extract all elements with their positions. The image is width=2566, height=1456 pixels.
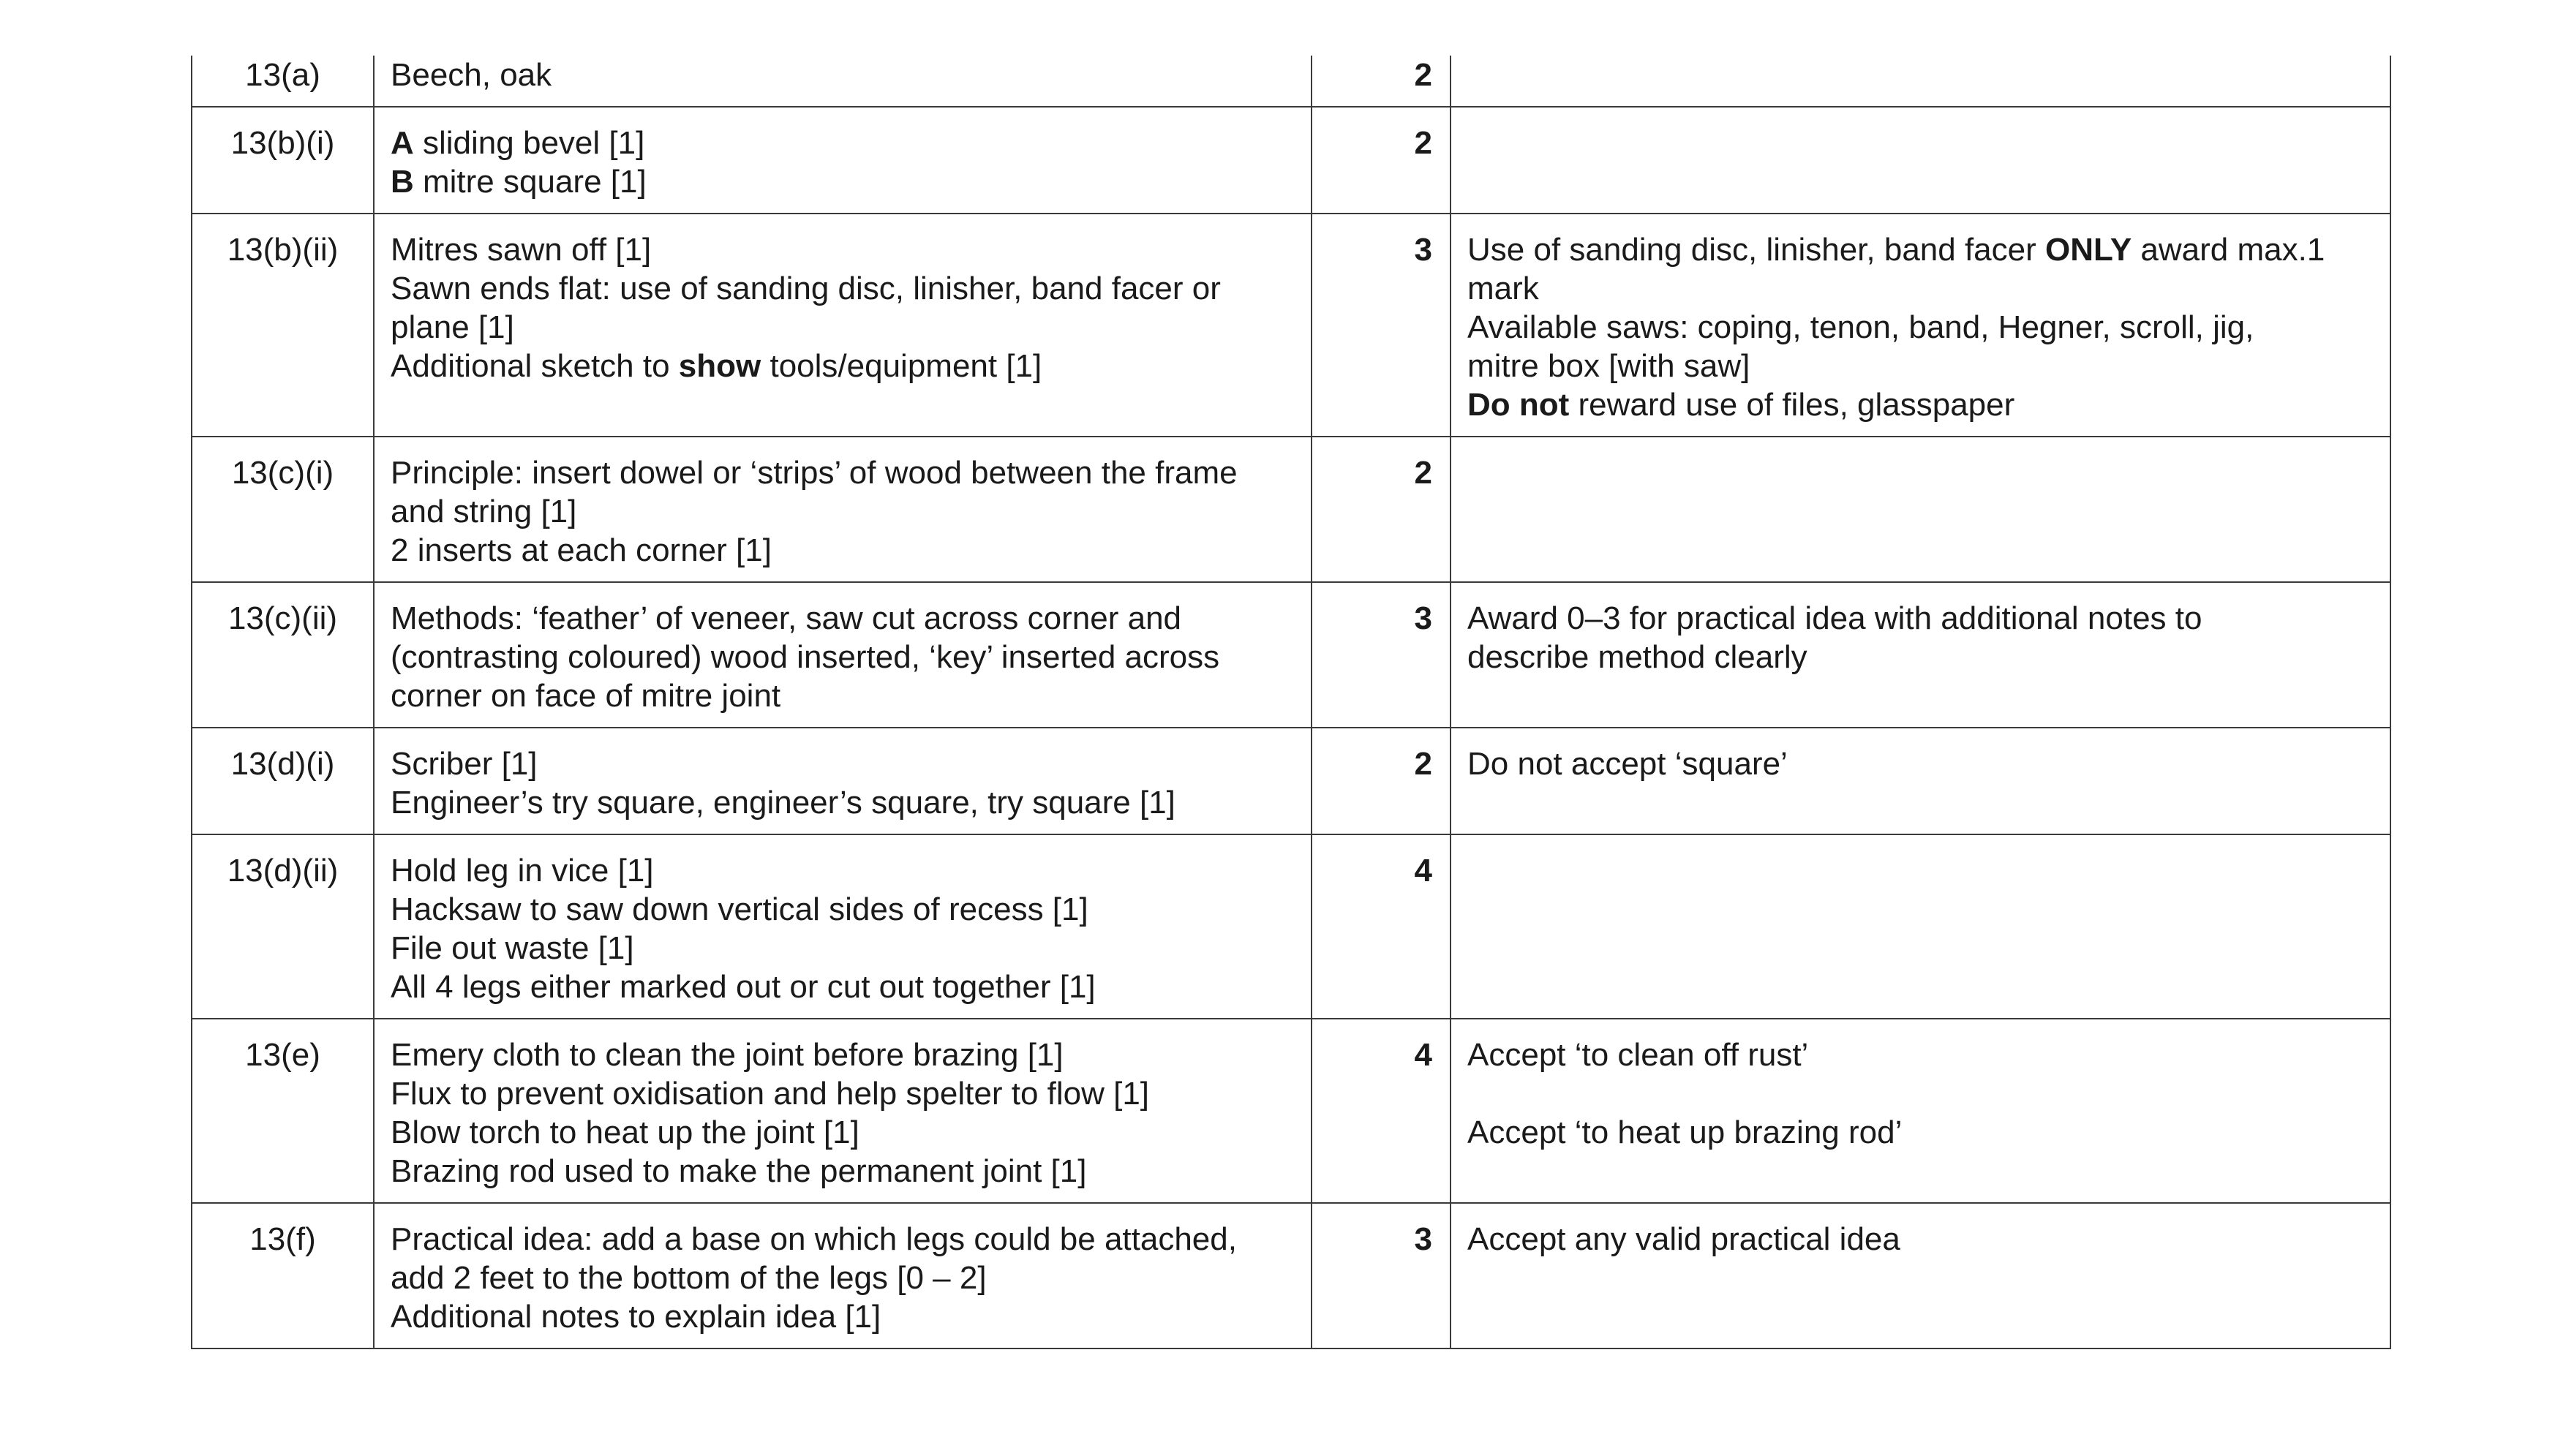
text-line [391, 492, 1295, 531]
text-line [391, 744, 1295, 783]
text-line [1467, 599, 2374, 638]
text-line [391, 967, 1295, 1006]
text-run: Practical idea: add a base on which legs could be attached, [391, 1221, 1237, 1257]
question-number-cell: 13(b)(ii) [192, 214, 374, 437]
answer-cell [374, 834, 1312, 1019]
text-run: Accept ‘to clean off rust’ [1467, 1037, 1809, 1073]
text-run: (contrasting coloured) wood inserted, ‘key’ inserted across [391, 639, 1220, 675]
text-run: Award 0–3 for practical idea with additional notes to [1467, 600, 2202, 636]
text-line [1467, 385, 2374, 424]
text-line [391, 1036, 1295, 1074]
text-line [391, 124, 1295, 162]
bold-emphasis: A [391, 125, 414, 161]
text-run: Blow torch to heat up the joint [1] [391, 1114, 859, 1150]
table-row [192, 834, 2390, 1019]
text-line [1467, 638, 2374, 676]
text-run: Beech, oak [391, 57, 552, 93]
text-line [1467, 1036, 2374, 1074]
table-row [192, 728, 2390, 834]
question-number-cell: 13(d)(ii) [192, 834, 374, 1019]
text-line [391, 269, 1295, 308]
question-number-cell: 13(c)(ii) [192, 582, 374, 728]
text-run: mark [1467, 271, 1539, 306]
text-run: Methods: ‘feather’ of veneer, saw cut across corner and [391, 600, 1182, 636]
guidance-cell [1451, 437, 2390, 582]
text-run: Engineer’s try square, engineer’s square, try square [1] [391, 785, 1175, 821]
marks-cell: 2 [1312, 107, 1451, 214]
mark-scheme-body [192, 56, 2390, 1349]
answer-cell [374, 582, 1312, 728]
text-run: 2 inserts at each corner [1] [391, 532, 772, 568]
text-run: Available saws: coping, tenon, band, Hegner, scroll, jig, [1467, 309, 2254, 345]
table-row [192, 107, 2390, 214]
text-run: award max.1 [2132, 232, 2325, 268]
marks-cell: 3 [1312, 582, 1451, 728]
bold-emphasis: B [391, 164, 414, 200]
question-number-cell: 13(f) [192, 1203, 374, 1349]
text-run: Mitres sawn off [1] [391, 232, 652, 268]
text-line [391, 783, 1295, 822]
text-run: All 4 legs either marked out or cut out together [1] [391, 969, 1096, 1005]
text-line [391, 599, 1295, 638]
text-line [391, 1113, 1295, 1152]
marks-cell: 3 [1312, 214, 1451, 437]
text-run: Hacksaw to saw down vertical sides of recess [1] [391, 891, 1088, 927]
guidance-cell [1451, 728, 2390, 834]
table-row [192, 582, 2390, 728]
answer-cell [374, 56, 1312, 107]
guidance-cell [1451, 834, 2390, 1019]
text-run: Scriber [1] [391, 746, 538, 782]
text-run: reward use of files, glasspaper [1569, 387, 2015, 423]
text-line [1467, 269, 2374, 308]
guidance-cell [1451, 582, 2390, 728]
text-line [1467, 230, 2374, 269]
table-row [192, 214, 2390, 437]
question-number-cell: 13(c)(i) [192, 437, 374, 582]
question-number-cell: 13(a) [192, 56, 374, 107]
text-run: File out waste [1] [391, 930, 634, 966]
marks-cell: 3 [1312, 1203, 1451, 1349]
guidance-cell [1451, 1019, 2390, 1203]
text-line [391, 1074, 1295, 1113]
text-run: Hold leg in vice [1] [391, 853, 654, 889]
text-line [391, 676, 1295, 715]
text-run: mitre box [with saw] [1467, 348, 1750, 384]
text-line [391, 851, 1295, 890]
text-run: and string [1] [391, 494, 577, 529]
text-line [391, 56, 1295, 94]
text-line [391, 890, 1295, 929]
text-run: sliding bevel [1] [413, 125, 645, 161]
marks-cell: 4 [1312, 834, 1451, 1019]
text-run: Sawn ends flat: use of sanding disc, linisher, band facer or [391, 271, 1221, 306]
text-line [391, 638, 1295, 676]
text-run: plane [1] [391, 309, 514, 345]
answer-cell [374, 107, 1312, 214]
answer-cell [374, 437, 1312, 582]
bold-emphasis: ONLY [2045, 232, 2132, 268]
text-run: Do not accept ‘square’ [1467, 746, 1788, 782]
text-line [1467, 347, 2374, 385]
text-run: Emery cloth to clean the joint before brazing [1] [391, 1037, 1064, 1073]
guidance-cell [1451, 56, 2390, 107]
question-number-cell: 13(e) [192, 1019, 374, 1203]
table-row [192, 1203, 2390, 1349]
text-run: Additional sketch to [391, 348, 679, 384]
marks-cell: 2 [1312, 56, 1451, 107]
mark-scheme-table [191, 56, 2391, 1349]
table-row [192, 56, 2390, 107]
question-number-cell: 13(b)(i) [192, 107, 374, 214]
marks-cell: 2 [1312, 437, 1451, 582]
text-run: Principle: insert dowel or ‘strips’ of wood between the frame [391, 455, 1238, 491]
guidance-cell [1451, 1203, 2390, 1349]
text-run: Brazing rod used to make the permanent joint [1] [391, 1153, 1087, 1189]
answer-cell [374, 214, 1312, 437]
text-line [391, 1152, 1295, 1191]
text-line [1467, 308, 2374, 347]
text-run: Accept any valid practical idea [1467, 1221, 1900, 1257]
text-line [391, 1297, 1295, 1336]
text-run: tools/equipment [1] [761, 348, 1042, 384]
answer-cell [374, 1203, 1312, 1349]
text-line [391, 347, 1295, 385]
guidance-cell [1451, 214, 2390, 437]
answer-cell [374, 728, 1312, 834]
text-run: add 2 feet to the bottom of the legs [0 – 2] [391, 1260, 987, 1296]
marks-cell: 2 [1312, 728, 1451, 834]
bold-emphasis: show [678, 348, 761, 384]
guidance-cell [1451, 107, 2390, 214]
question-number-cell: 13(d)(i) [192, 728, 374, 834]
text-line [391, 1259, 1295, 1297]
text-run: describe method clearly [1467, 639, 1807, 675]
text-line [391, 162, 1295, 201]
text-line [1467, 1113, 2374, 1152]
text-run: Accept ‘to heat up brazing rod’ [1467, 1114, 1903, 1150]
bold-emphasis: Do not [1467, 387, 1570, 423]
text-run: Use of sanding disc, linisher, band facer [1467, 232, 2046, 268]
table-row [192, 1019, 2390, 1203]
text-run: Additional notes to explain idea [1] [391, 1299, 881, 1335]
text-line [391, 308, 1295, 347]
text-line [1467, 1074, 2374, 1113]
text-line [391, 531, 1295, 570]
marks-cell: 4 [1312, 1019, 1451, 1203]
text-line [1467, 744, 2374, 783]
text-line [1467, 1220, 2374, 1259]
text-run: Flux to prevent oxidisation and help spelter to flow [1] [391, 1076, 1150, 1112]
text-line [391, 929, 1295, 967]
text-line [391, 1220, 1295, 1259]
text-run: corner on face of mitre joint [391, 678, 781, 714]
answer-cell [374, 1019, 1312, 1203]
text-line [391, 453, 1295, 492]
table-row [192, 437, 2390, 582]
text-line [391, 230, 1295, 269]
text-run: mitre square [1] [413, 164, 647, 200]
